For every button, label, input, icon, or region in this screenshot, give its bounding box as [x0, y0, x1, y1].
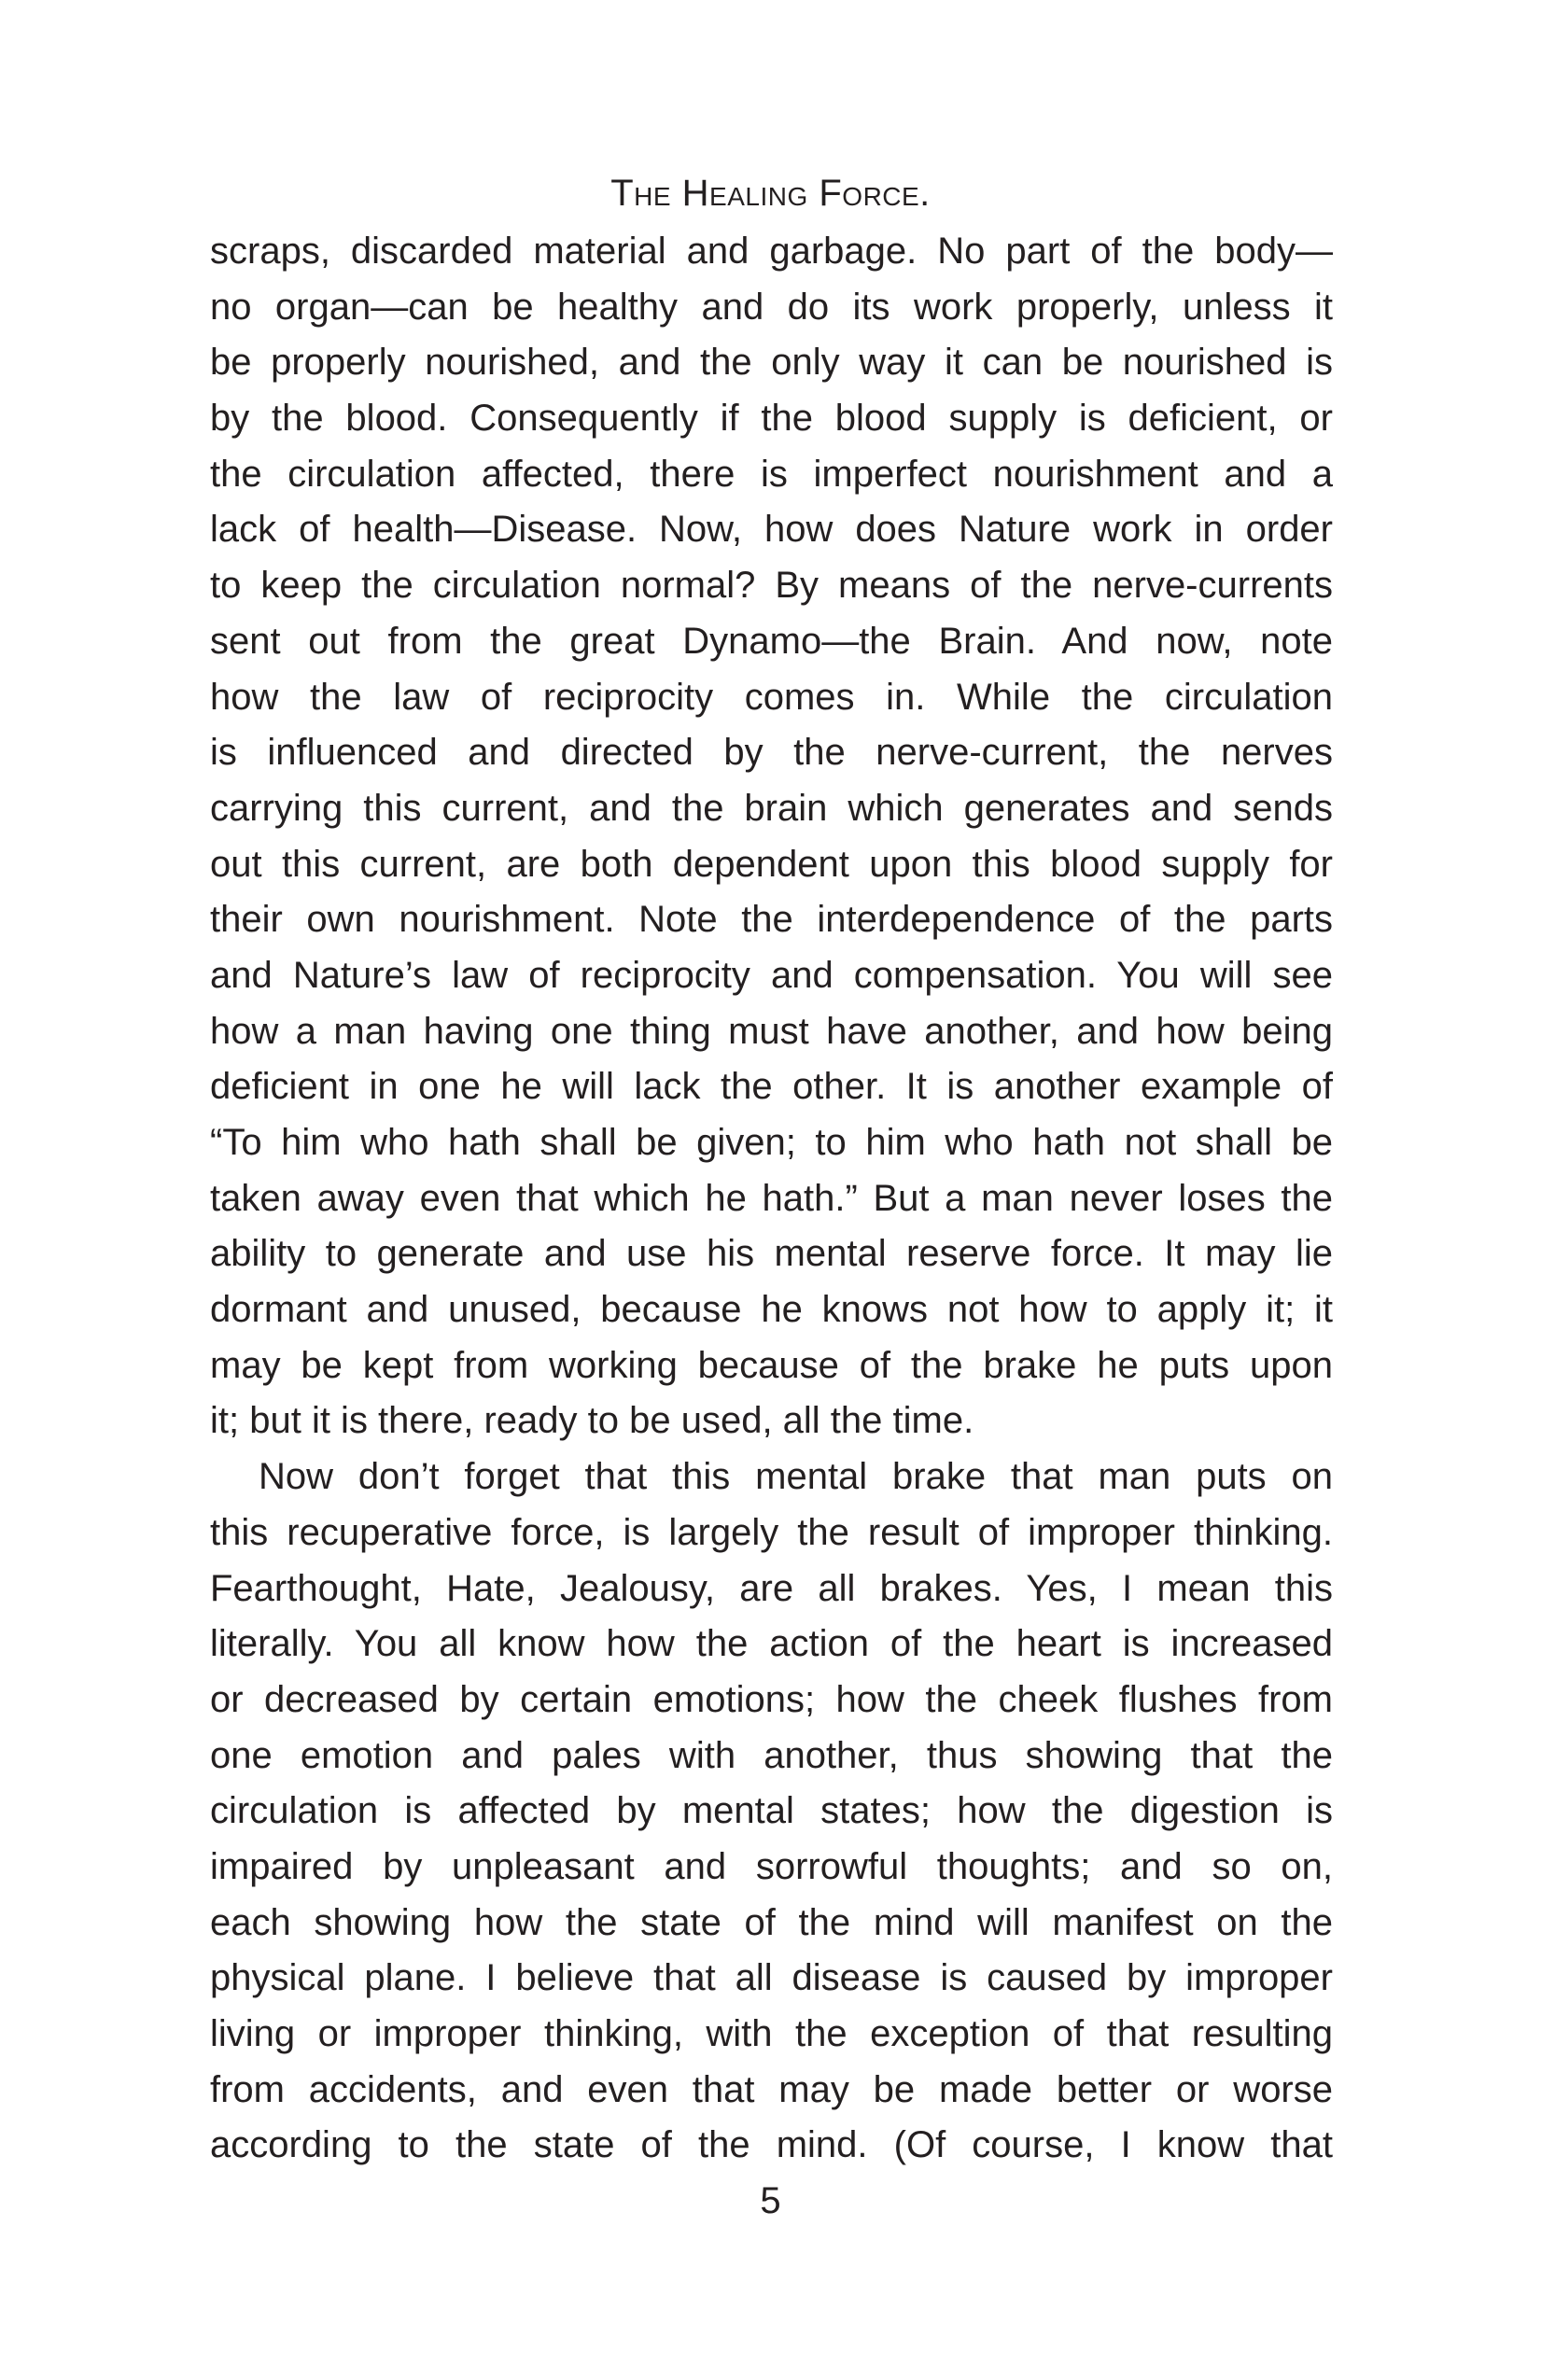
text-line: physical plane. I believe that all disease is caused by improper — [210, 1957, 1333, 1999]
text-line: living or improper thinking, with the exception of that resulting — [210, 2013, 1333, 2054]
text-line: deficient in one he will lack the other. It is another example of — [210, 1066, 1333, 1108]
text-line: or decreased by certain emotions; how the cheek flushes from — [210, 1678, 1333, 1720]
text-line: be properly nourished, and the only way it can be nourished is — [210, 342, 1333, 384]
text-line: how a man having one thing must have another, and how being — [210, 1010, 1333, 1052]
body-text — [210, 224, 1333, 2174]
text-line: the circulation affected, there is imperfect nourishment and a — [210, 453, 1333, 495]
text-line: it; but it is there, ready to be used, all the time. — [210, 1400, 974, 1442]
text-line: from accidents, and even that may be made better or worse — [210, 2068, 1333, 2110]
paragraph-2 — [210, 1449, 1333, 2174]
text-line: taken away even that which he hath.” But a man never loses the — [210, 1177, 1333, 1219]
text-line: out this current, are both dependent upon this blood supply for — [210, 843, 1333, 885]
text-line: Fearthought, Hate, Jealousy, are all brakes. Yes, I mean this — [210, 1567, 1333, 1609]
text-line: each showing how the state of the mind will manifest on the — [210, 1901, 1333, 1943]
text-line: according to the state of the mind. (Of course, I know that — [210, 2124, 1333, 2166]
text-line: to keep the circulation normal? By means of the nerve-currents — [210, 565, 1333, 607]
text-line: impaired by unpleasant and sorrowful thoughts; and so on, — [210, 1845, 1333, 1887]
text-line: literally. You all know how the action of the heart is increased — [210, 1623, 1333, 1665]
text-line: their own nourishment. Note the interdependence of the parts — [210, 899, 1333, 941]
text-line: no organ—can be healthy and do its work properly, unless it — [210, 286, 1333, 328]
text-line: “To him who hath shall be given; to him who hath not shall be — [210, 1122, 1333, 1163]
paragraph-1 — [210, 224, 1333, 1449]
text-line: circulation is affected by mental states; how the digestion is — [210, 1790, 1333, 1832]
text-line: this recuperative force, is largely the result of improper thinking. — [210, 1511, 1333, 1553]
running-header: The Healing Force. — [610, 173, 931, 214]
text-line: carrying this current, and the brain which generates and sends — [210, 787, 1333, 829]
text-line: by the blood. Consequently if the blood supply is deficient, or — [210, 398, 1333, 440]
text-line: Now don’t forget that this mental brake that man puts on — [259, 1456, 1333, 1498]
text-line: lack of health—Disease. Now, how does Nature work in order — [210, 509, 1333, 551]
text-line: dormant and unused, because he knows not how to apply it; it — [210, 1289, 1333, 1331]
text-line: sent out from the great Dynamo—the Brain. And now, note — [210, 620, 1333, 662]
text-line: one emotion and pales with another, thus showing that the — [210, 1734, 1333, 1776]
text-line: and Nature’s law of reciprocity and compensation. You will see — [210, 954, 1333, 996]
text-line: is influenced and directed by the nerve-current, the nerves — [210, 732, 1333, 774]
text-line: how the law of reciprocity comes in. While the circulation — [210, 676, 1333, 718]
text-line: ability to generate and use his mental reserve force. It may lie — [210, 1233, 1333, 1275]
page-number: 5 — [760, 2180, 781, 2221]
text-line: scraps, discarded material and garbage. No part of the body— — [210, 231, 1333, 272]
text-line: may be kept from working because of the brake he puts upon — [210, 1344, 1333, 1386]
